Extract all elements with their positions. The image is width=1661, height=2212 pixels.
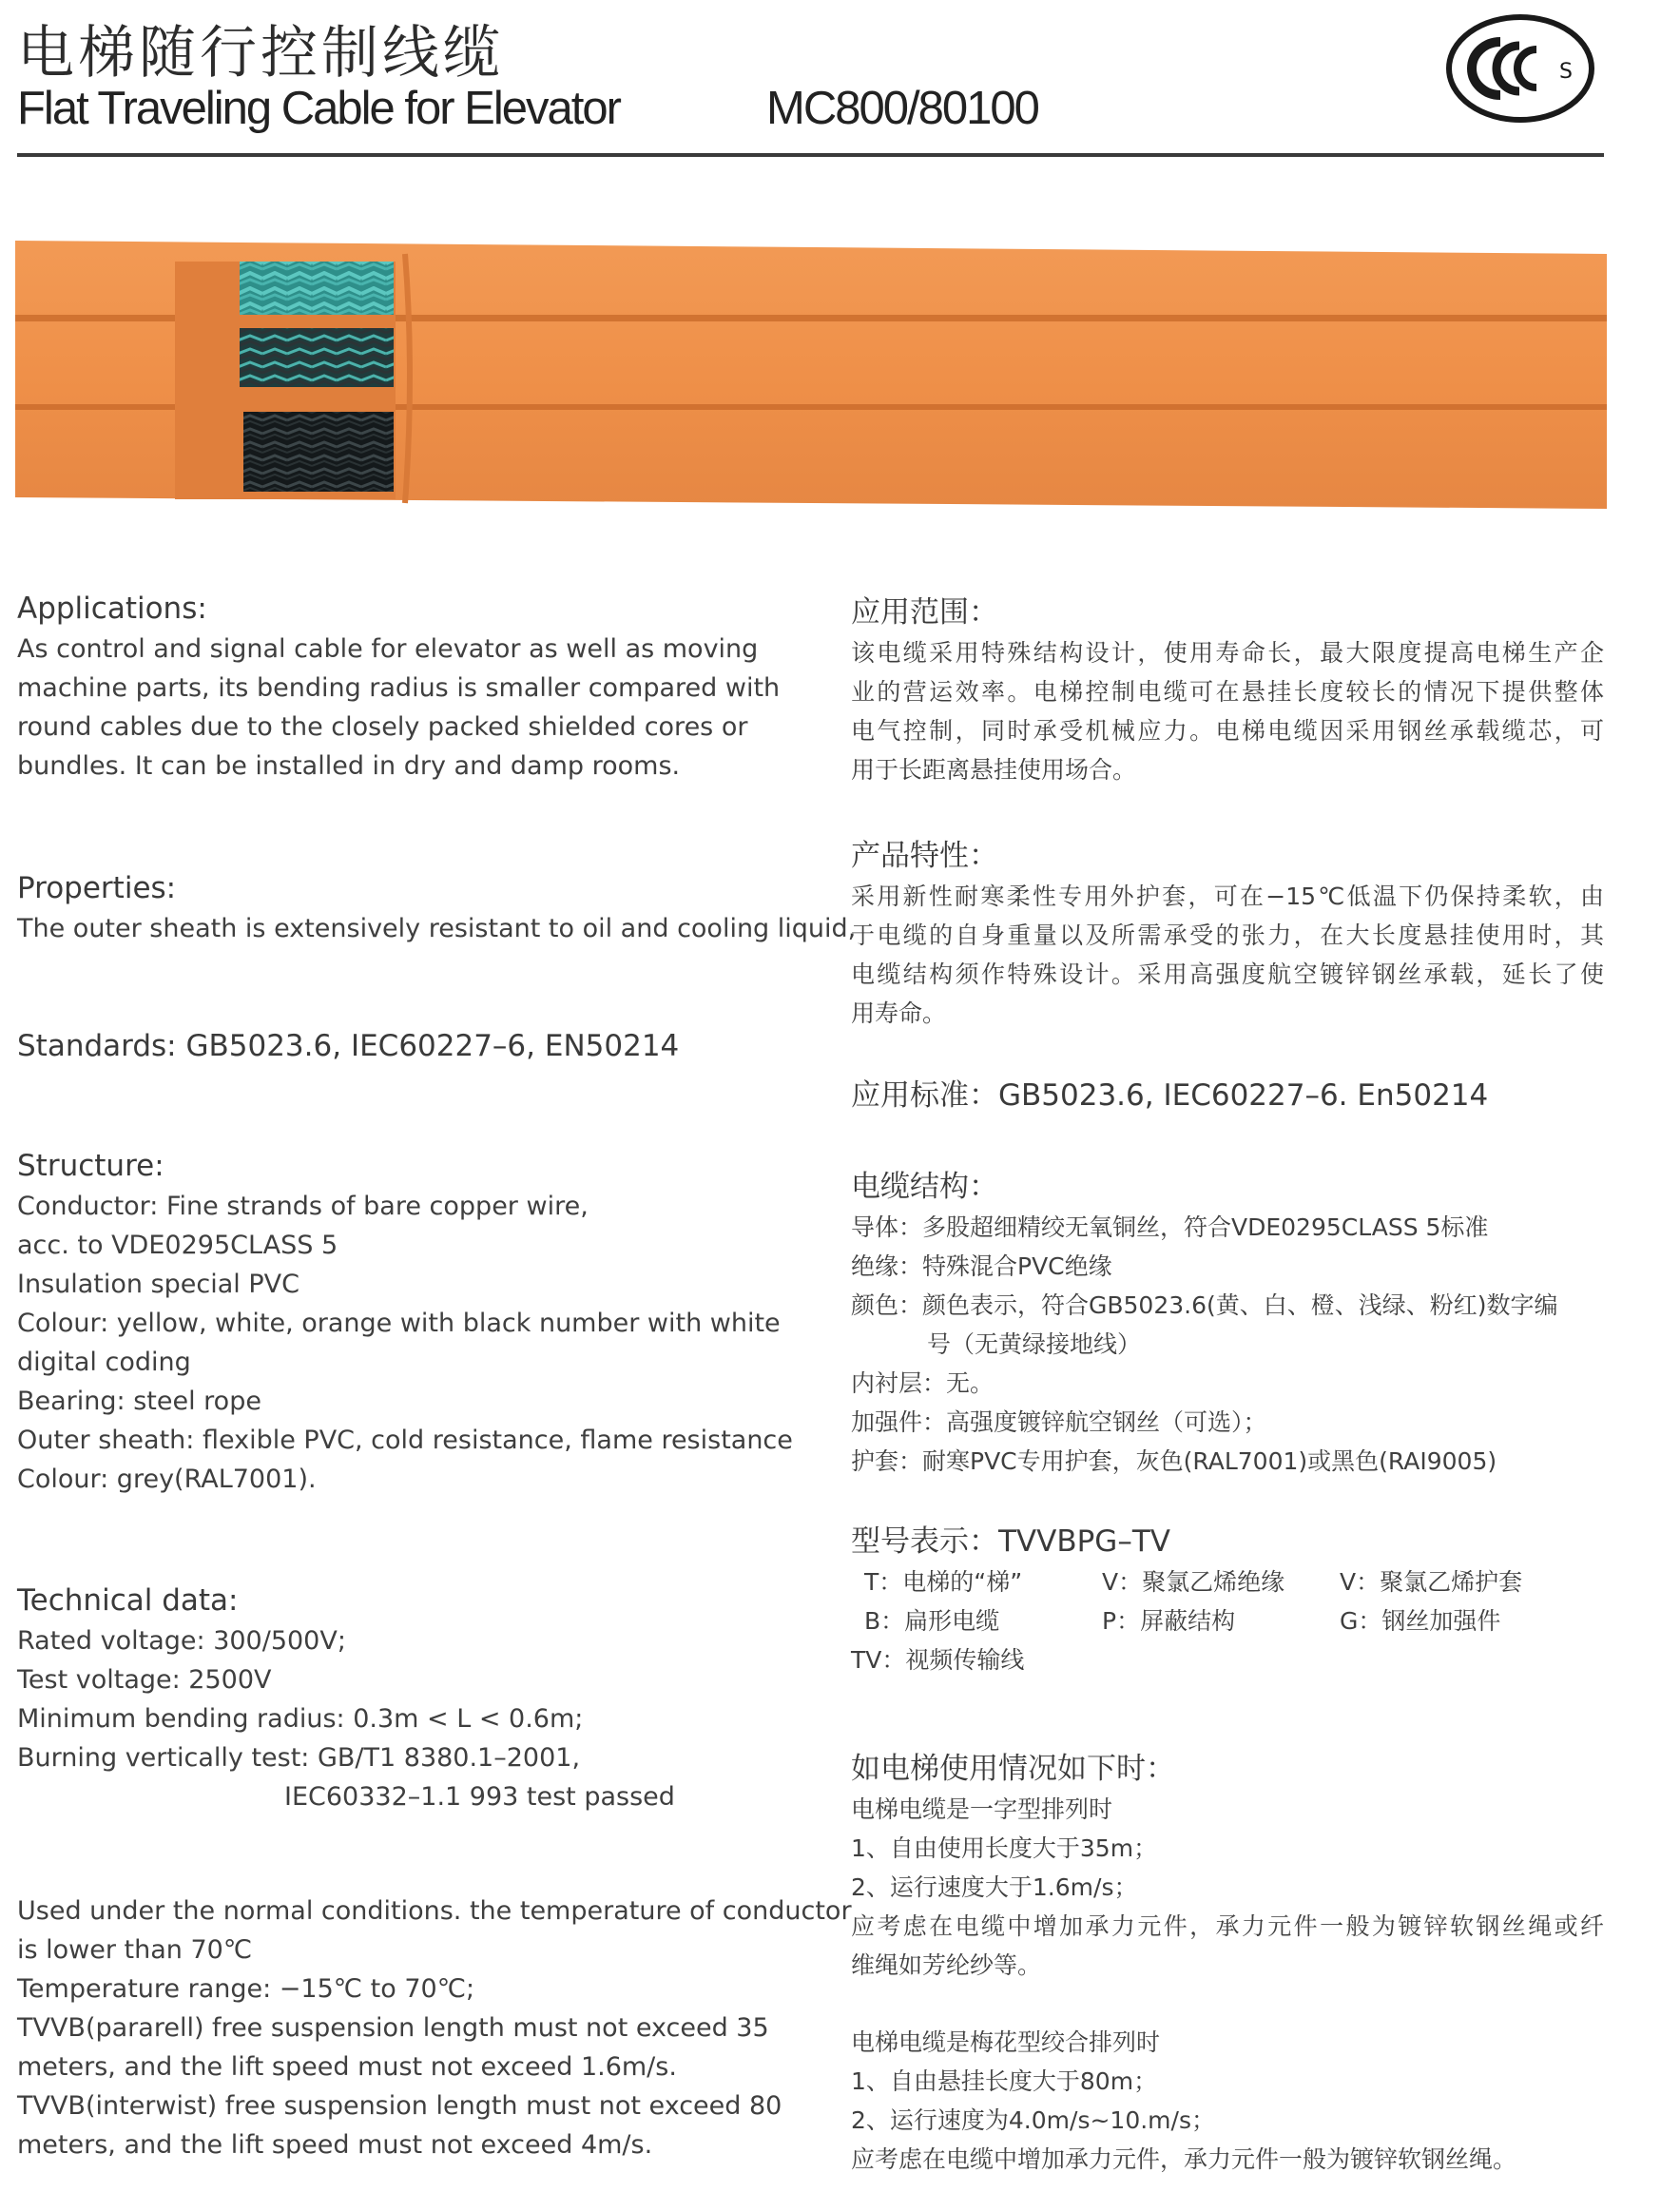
text-line: 用寿命。 bbox=[851, 999, 947, 1027]
text-line: Colour: yellow, white, orange with black number with white bbox=[17, 1309, 781, 1338]
model-number: MC800/80100 bbox=[766, 83, 1038, 134]
model-designation-cn bbox=[851, 1521, 1604, 1679]
text-line: Insulation special PVC bbox=[17, 1270, 299, 1299]
model-legend bbox=[851, 1562, 1604, 1640]
text-line: 电梯电缆是梅花型绞合排列时 bbox=[851, 2028, 1161, 2056]
text-line: round cables due to the closely packed shielded cores or bbox=[17, 712, 748, 742]
text-line: Outer sheath: flexible PVC, cold resistance, flame resistance bbox=[17, 1426, 793, 1455]
text-line: 应考虑在电缆中增加承力元件，承力元件一般为镀锌软钢丝绳或纤 bbox=[851, 1912, 1604, 1940]
text-line: IEC60332–1.1 993 test passed bbox=[284, 1782, 675, 1812]
legend-item: T：电梯的“梯” bbox=[864, 1568, 1023, 1596]
svg-text:S: S bbox=[1559, 60, 1573, 84]
standards-en: Standards: GB5023.6, IEC60227–6, EN50214 bbox=[17, 1029, 680, 1063]
technical-data-en bbox=[17, 1580, 778, 1816]
text-line: As control and signal cable for elevator as well as moving bbox=[17, 634, 759, 664]
text-line: 2、运行速度为4.0m/s~10.m/s； bbox=[851, 2106, 1215, 2134]
text-line: 于电缆的自身重量以及所需承受的张力，在大长度悬挂使用时，其 bbox=[851, 922, 1604, 949]
properties-cn bbox=[851, 835, 1604, 1033]
section-title: Technical data: bbox=[17, 1583, 239, 1618]
structure-en bbox=[17, 1145, 793, 1499]
text-line: Used under the normal conditions. the temperature of conductor bbox=[17, 1896, 852, 1926]
text-line: 护套：耐寒PVC专用护套，灰色(RAL7001)或黑色(RAI9005) bbox=[851, 1447, 1497, 1475]
text-line: 维绳如芳纶纱等。 bbox=[851, 1951, 1042, 1979]
text-line: 颜色：颜色表示，符合GB5023.6(黄、白、橙、浅绿、粉红)数字编 bbox=[851, 1291, 1558, 1319]
text-line: Test voltage: 2500V bbox=[17, 1665, 272, 1695]
legend-item: P：屏蔽结构 bbox=[1102, 1607, 1236, 1635]
text-line: 内衬层：无。 bbox=[851, 1369, 995, 1397]
text-line: is lower than 70℃ bbox=[17, 1935, 253, 1965]
text-line: 1、自由使用长度大于35m； bbox=[851, 1834, 1158, 1862]
page-title-en: Flat Traveling Cable for Elevator bbox=[17, 83, 620, 134]
text-line: 电梯电缆是一字型排列时 bbox=[851, 1795, 1113, 1823]
legend-item: V：聚氯乙烯护套 bbox=[1340, 1568, 1523, 1596]
ccc-certification-icon bbox=[1445, 13, 1595, 124]
text-line: 2、运行速度大于1.6m/s； bbox=[851, 1873, 1138, 1901]
section-title: Structure: bbox=[17, 1149, 164, 1183]
text-line: 用于长距离悬挂使用场合。 bbox=[851, 756, 1137, 784]
text-line: 应考虑在电缆中增加承力元件，承力元件一般为镀锌软钢丝绳。 bbox=[851, 2145, 1517, 2173]
text-line: 绝缘：特殊混合PVC绝缘 bbox=[851, 1252, 1112, 1280]
text-line: Conductor: Fine strands of bare copper wire, bbox=[17, 1192, 589, 1221]
text-line: bundles. It can be installed in dry and damp rooms. bbox=[17, 751, 681, 781]
usage-en bbox=[17, 1892, 852, 2164]
legend-item: B：扁形电缆 bbox=[864, 1607, 1000, 1635]
section-title: Properties: bbox=[17, 871, 177, 905]
usage-cn bbox=[851, 1748, 1604, 2179]
text-line: Temperature range: −15℃ to 70℃; bbox=[17, 1974, 475, 2004]
text-line: TVVB(interwist) free suspension length must not exceed 80 bbox=[17, 2091, 782, 2121]
text-line: 1、自由悬挂长度大于80m； bbox=[851, 2067, 1158, 2095]
section-title: 电缆结构： bbox=[851, 1170, 998, 1204]
text-line: Minimum bending radius: 0.3m < L < 0.6m; bbox=[17, 1704, 584, 1734]
text-line: 电气控制，同时承受机械应力。电梯电缆因采用钢丝承载缆芯，可 bbox=[851, 717, 1604, 745]
text-line: acc. to VDE0295CLASS 5 bbox=[17, 1231, 338, 1260]
text-line: TVVB(pararell) free suspension length must not exceed 35 bbox=[17, 2013, 769, 2043]
properties-en bbox=[17, 867, 857, 948]
text-line: machine parts, its bending radius is smaller compared with bbox=[17, 673, 781, 703]
header-divider bbox=[17, 153, 1604, 157]
text-line: Rated voltage: 300/500V; bbox=[17, 1626, 346, 1656]
applications-en bbox=[17, 588, 781, 786]
legend-item: V：聚氯乙烯绝缘 bbox=[1102, 1568, 1285, 1596]
cable-photo bbox=[15, 241, 1607, 509]
legend-item: G：钢丝加强件 bbox=[1340, 1607, 1501, 1635]
text-line: 业的营运效率。电梯控制电缆可在悬挂长度较长的情况下提供整体 bbox=[851, 678, 1604, 706]
page-title-cn: 电梯随行控制线缆 bbox=[17, 20, 504, 87]
section-title: 型号表示：TVVBPG–TV bbox=[851, 1524, 1170, 1559]
text-line: 采用新性耐寒柔性专用外护套，可在−15℃低温下仍保持柔软，由 bbox=[851, 883, 1604, 910]
structure-cn bbox=[851, 1166, 1604, 1481]
text-line: 加强件：高强度镀锌航空钢丝（可选）； bbox=[851, 1408, 1267, 1436]
text-line: Bearing: steel rope bbox=[17, 1387, 261, 1416]
section-title: 如电梯使用情况如下时： bbox=[851, 1752, 1175, 1786]
section-title: 应用范围： bbox=[851, 595, 998, 630]
text-line: meters, and the lift speed must not exceed 1.6m/s. bbox=[17, 2052, 677, 2082]
text-line: Colour: grey(RAL7001). bbox=[17, 1465, 317, 1494]
text-line: meters, and the lift speed must not exceed 4m/s. bbox=[17, 2130, 653, 2160]
text-line: 该电缆采用特殊结构设计，使用寿命长，最大限度提高电梯生产企 bbox=[851, 639, 1604, 667]
text-line: 导体：多股超细精绞无氧铜丝，符合VDE0295CLASS 5标准 bbox=[851, 1213, 1489, 1241]
legend-item: TV：视频传输线 bbox=[851, 1646, 1025, 1674]
applications-cn bbox=[851, 592, 1604, 789]
text-line: digital coding bbox=[17, 1348, 191, 1377]
text-line: The outer sheath is extensively resistant to oil and cooling liquid, bbox=[17, 914, 857, 943]
section-title: Applications: bbox=[17, 592, 207, 626]
text-line: 号（无黄绿接地线） bbox=[927, 1330, 1142, 1358]
text-line: 电缆结构须作特殊设计。采用高强度航空镀锌钢丝承载，延长了使 bbox=[851, 960, 1604, 988]
section-title: 产品特性： bbox=[851, 839, 998, 873]
standards-cn: 应用标准：GB5023.6, IEC60227–6. En50214 bbox=[851, 1078, 1489, 1113]
text-line: Burning vertically test: GB/T1 8380.1–2001, bbox=[17, 1743, 581, 1773]
